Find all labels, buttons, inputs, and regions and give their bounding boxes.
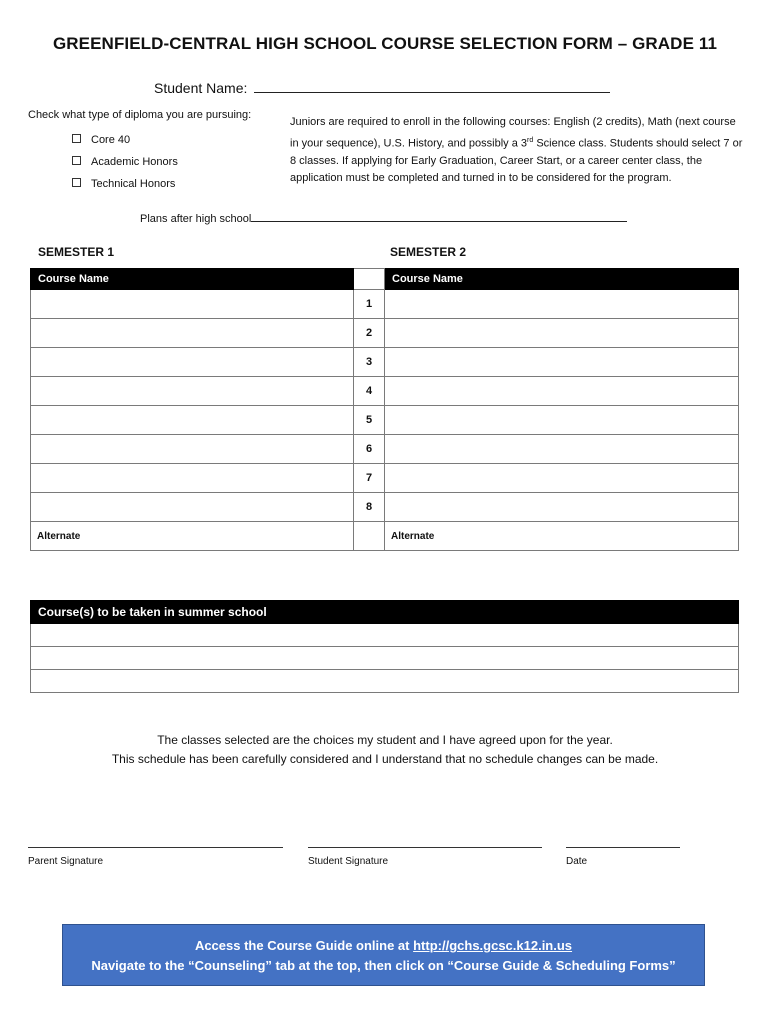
student-name-label: Student Name: [154,80,248,96]
parent-signature-label: Parent Signature [28,856,104,867]
table-row [31,406,739,435]
row-number: 6 [354,435,385,464]
course-selection-table [30,268,739,551]
row-number: 4 [354,377,385,406]
banner-line-1: Access the Course Guide online at http://gchs.gcsc.k12.in.us [194,938,573,953]
juniors-requirements-text: Juniors are required to enroll in the following courses: English (2 credits), Math (next course in your sequence), U.S. History, and possibly a 3rd Science class. Students should select 7 or 8 classes. If applying for Early Graduation, Career Start, or a career center class, the application must be completed and turned in to be considered for the program. [290,116,743,185]
alternate-number-cell [354,522,385,551]
row-number: 7 [354,464,385,493]
semester2-course-cell[interactable] [385,464,739,493]
date-line[interactable] [566,847,680,848]
student-name-field[interactable] [154,80,610,96]
table-row [31,377,739,406]
semester2-course-cell[interactable] [385,406,739,435]
diploma-prompt: Check what type of diploma you are pursuing: [28,109,252,121]
table-row [31,348,739,377]
diploma-option-academic-honors[interactable]: Academic Honors [72,156,178,168]
semester1-course-cell[interactable] [31,377,354,406]
checkbox-icon[interactable] [72,178,81,187]
semester1-heading: SEMESTER 1 [38,245,115,259]
semester2-heading: SEMESTER 2 [390,245,467,259]
summer-school-header: Course(s) to be taken in summer school [31,601,739,624]
semester2-course-cell[interactable] [385,493,739,522]
agreement-line-2: This schedule has been carefully considered and I understand that no schedule changes can be made. [111,752,659,766]
row-number: 3 [354,348,385,377]
number-header-cell [354,269,385,290]
checkbox-icon[interactable] [72,156,81,165]
table-row [31,435,739,464]
student-signature-label: Student Signature [308,856,389,867]
semester1-course-cell[interactable] [31,464,354,493]
semester2-course-cell[interactable] [385,319,739,348]
parent-signature-line[interactable] [28,847,283,848]
semester2-alternate-cell[interactable]: Alternate [385,522,739,551]
table-header-row [31,269,739,290]
agreement-line-1: The classes selected are the choices my student and I have agreed upon for the year. [157,733,613,747]
row-number: 1 [354,290,385,319]
plans-line[interactable] [251,221,627,222]
semester1-alternate-cell[interactable]: Alternate [31,522,354,551]
plans-after-high-school-field[interactable] [140,213,627,225]
semester1-course-cell[interactable] [31,493,354,522]
table-row [31,493,739,522]
diploma-option-core40[interactable]: Core 40 [72,134,130,146]
semester2-course-cell[interactable] [385,348,739,377]
summer-header-row [31,601,739,624]
student-signature-line[interactable] [308,847,542,848]
table-row [31,670,739,693]
banner-line-2: Navigate to the “Counseling” tab at the top, then click on “Course Guide & Scheduling Forms” [91,958,676,973]
semester1-course-name-header: Course Name [31,269,354,290]
course-guide-link[interactable]: http://gchs.gcsc.k12.in.us [413,938,573,953]
summer-course-cell[interactable] [31,624,739,647]
table-row [31,647,739,670]
table-row [31,624,739,647]
date-label: Date [566,856,588,867]
semester2-course-cell[interactable] [385,290,739,319]
semester2-course-cell[interactable] [385,377,739,406]
table-row [31,290,739,319]
summer-course-cell[interactable] [31,670,739,693]
summer-school-table [30,600,739,693]
semester2-course-name-header: Course Name [385,269,739,290]
course-guide-banner [62,924,705,986]
semester1-course-cell[interactable] [31,435,354,464]
diploma-option-technical-honors[interactable]: Technical Honors [72,178,175,190]
row-number: 2 [354,319,385,348]
plans-label: Plans after high school [140,213,252,225]
alternate-row [31,522,739,551]
summer-course-cell[interactable] [31,647,739,670]
table-row [31,464,739,493]
semester1-course-cell[interactable] [31,348,354,377]
table-row [31,319,739,348]
student-name-line[interactable] [254,92,610,93]
row-number: 8 [354,493,385,522]
semester2-course-cell[interactable] [385,435,739,464]
form-title: GREENFIELD-CENTRAL HIGH SCHOOL COURSE SELECTION FORM – GRADE 11 [52,34,717,53]
semester1-course-cell[interactable] [31,406,354,435]
semester1-course-cell[interactable] [31,290,354,319]
semester1-course-cell[interactable] [31,319,354,348]
row-number: 5 [354,406,385,435]
checkbox-icon[interactable] [72,134,81,143]
